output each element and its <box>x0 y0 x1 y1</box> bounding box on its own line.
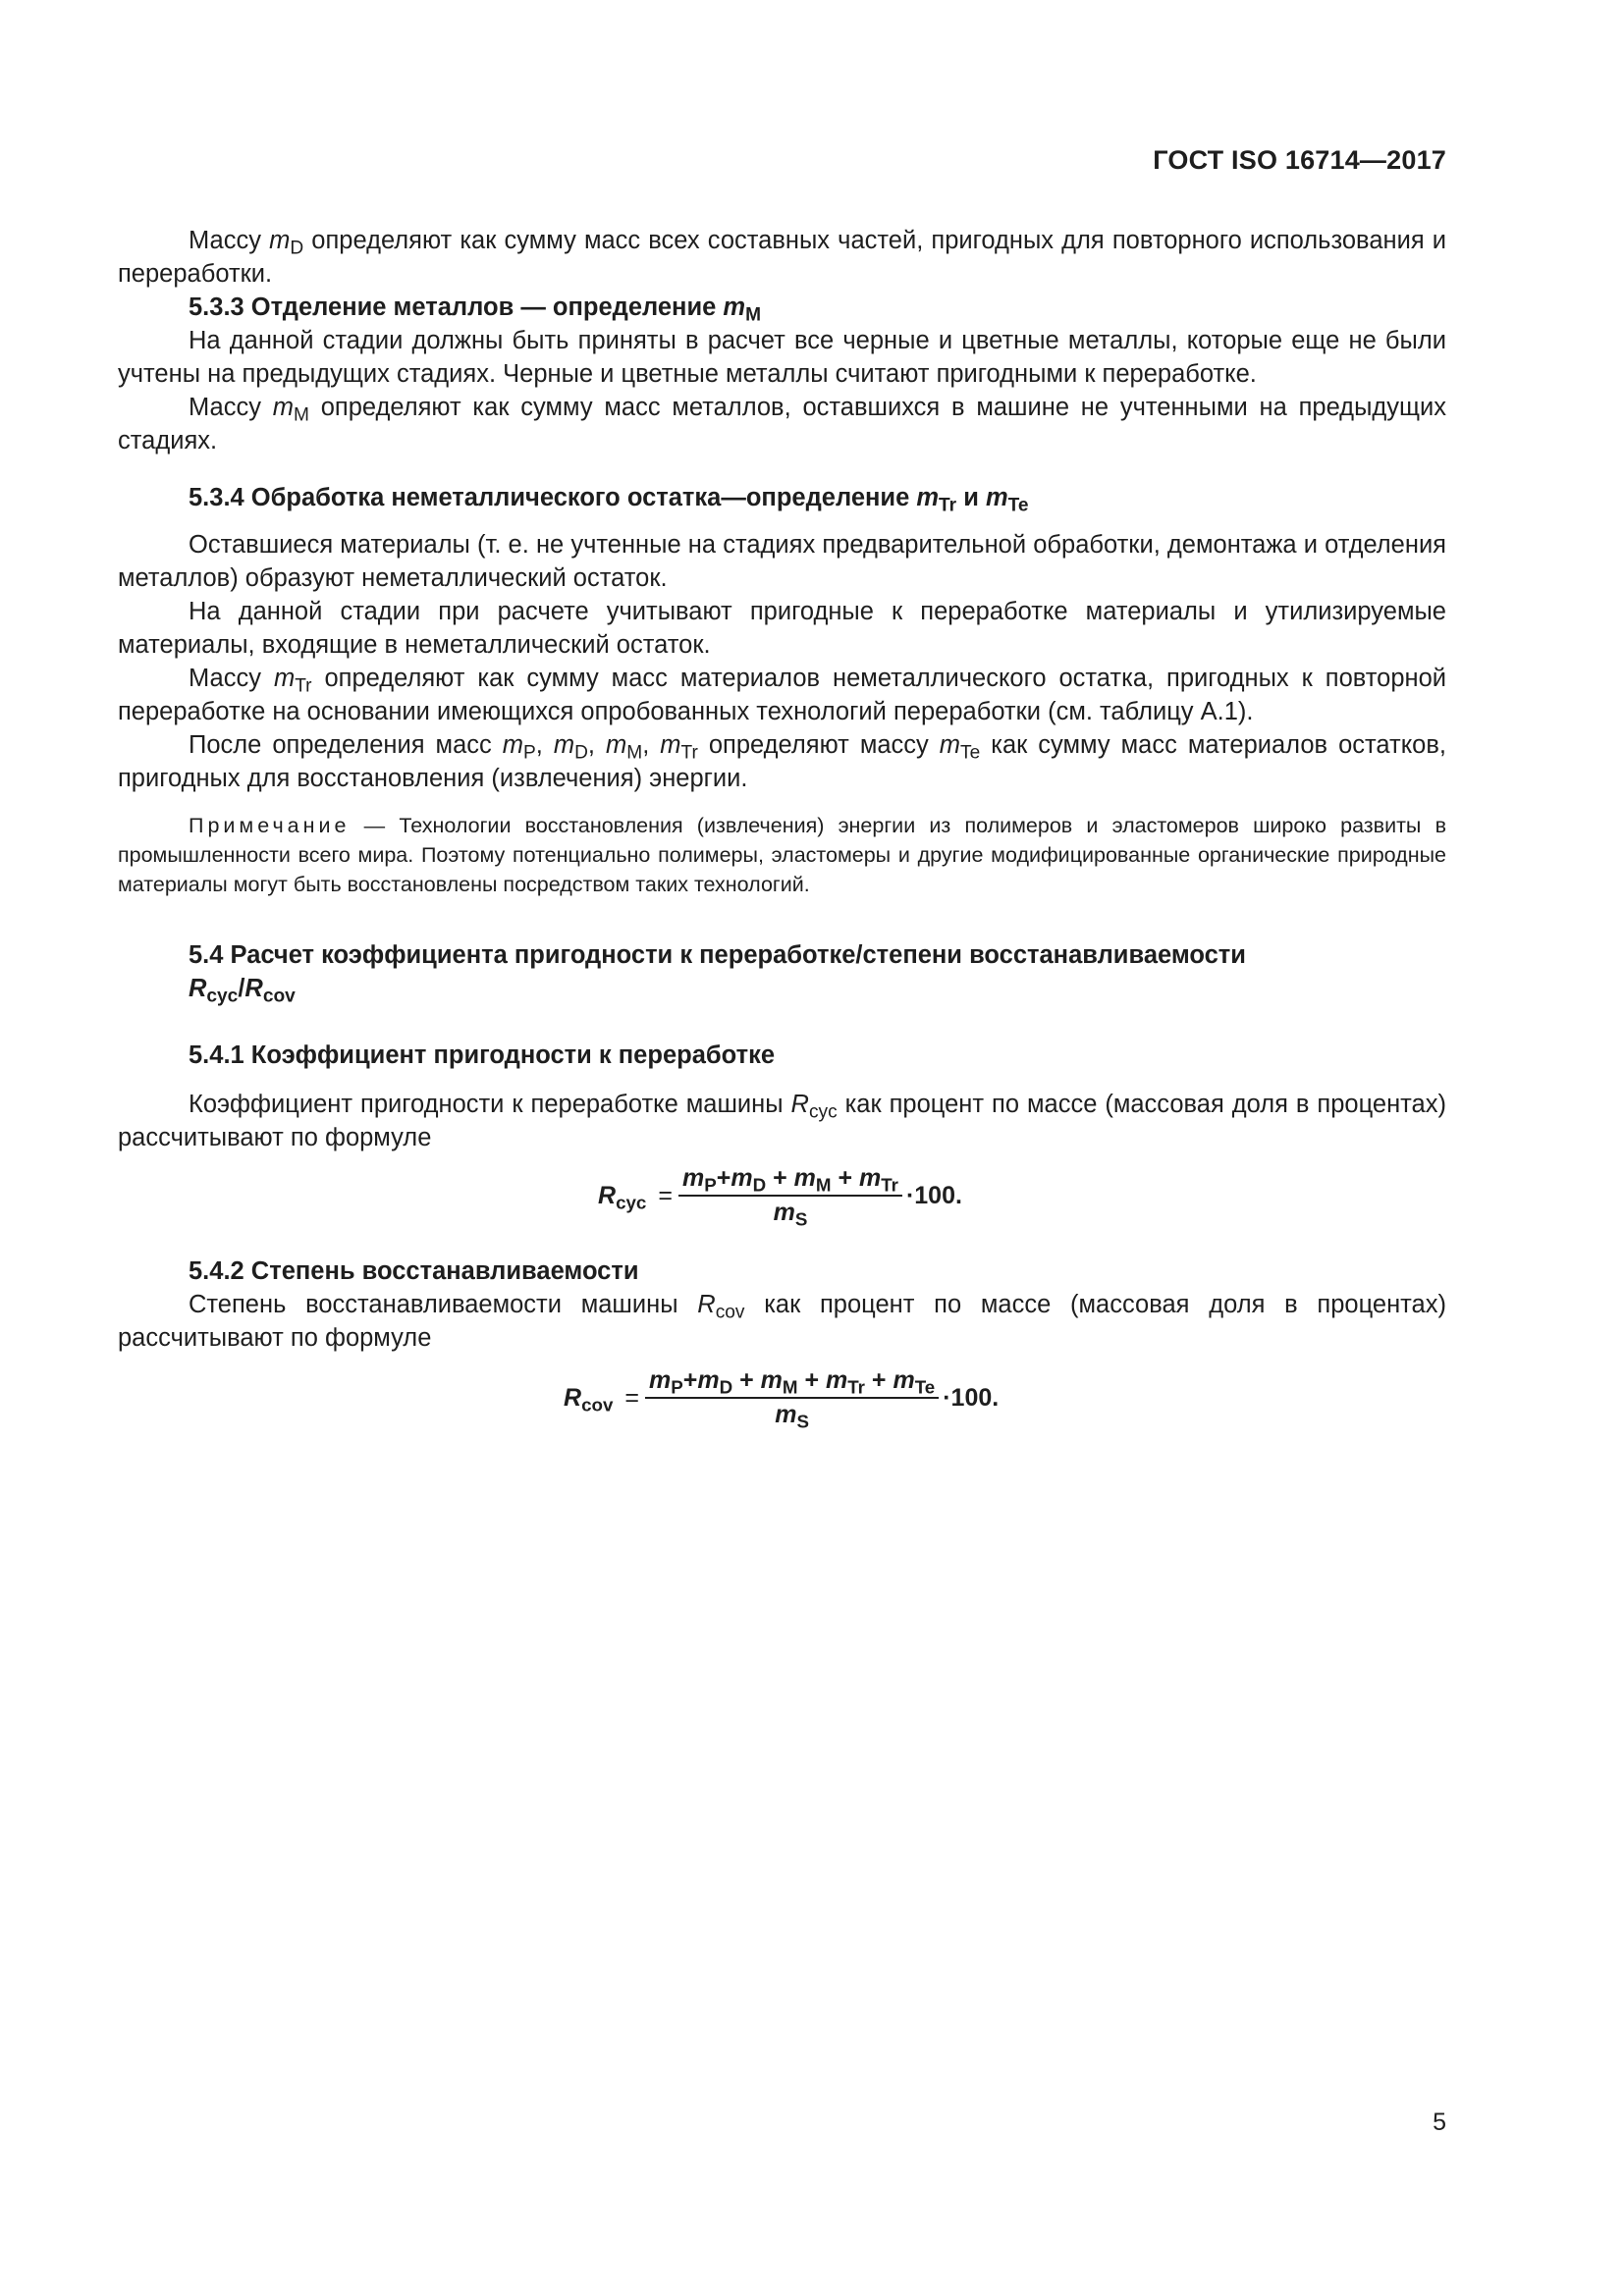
section-534-paragraph-2: На данной стадии при расчете учитывают пригодные к переработке материалы и утилизируемые материалы, входящие в неметаллический остаток. <box>118 598 1446 659</box>
section-534-paragraph-1: Оставшиеся материалы (т. е. не учтенные на стадиях предварительной обработки, демонтажа и отделения металлов) образуют неметаллический остаток. <box>118 531 1446 592</box>
note: Примечание — Технологии восстановления (извлечения) энергии из полимеров и эластомеров широко развиты в промышленности всего мира. Поэтому потенциально полимеры, эластомеры и другие модифицированные органические природные материалы могут быть восстановлены посредством таких технологий. <box>118 814 1446 896</box>
section-542-heading: 5.4.2 Степень восстанавливаемости <box>189 1257 639 1285</box>
document-number: ГОСТ ISO 16714—2017 <box>1153 145 1446 175</box>
formula-cyc-fraction <box>678 1164 902 1230</box>
section-534-paragraph-3: Массу $m_{Tr}$ определяют как сумму масс материалов неметаллического остатка, пригодных к повторной переработке на основании имеющихся опробованных технологий переработки (см. таблицу А.1). <box>118 665 1447 725</box>
formula-cov-numerator: $m_P+m_D + m_M + m_{Tr} + m_{Te}$ <box>645 1368 939 1399</box>
section-533-paragraph-1: На данной стадии должны быть приняты в расчет все черные и цветные металлы, которые еще не были учтены на предыдущих стадиях. Черные и цветные металлы считают пригодными к переработке. <box>118 327 1446 388</box>
page-content <box>118 224 1447 1432</box>
formula-cyc-numerator: $m_P+m_D + m_M + m_{Tr}$ <box>678 1166 902 1197</box>
formula-cyc-lhs: $R_{cyc}$ <box>598 1181 647 1213</box>
section-54-heading: 5.4 Расчет коэффициента пригодности к переработке/степени восстанавливаемости $R_{cyc}/R_{cov}$ <box>189 941 1246 1007</box>
formula-recoverability: $R_{cov}$ = $m_P+m_D + m_M + m_{Tr} + m_{Te}$ $m_S$ ·100. <box>564 1366 1000 1432</box>
section-533-paragraph-2: Массу $m_M$ определяют как сумму масс металлов, оставшихся в машине не учтенными на предыдущих стадиях. <box>118 394 1446 454</box>
section-534-heading: 5.3.4 Обработка неметаллического остатка—определение $m_{Tr}$ и $m_{Te}$ <box>189 484 1029 516</box>
note-label: Примечание <box>189 814 351 837</box>
formula-cov-fraction <box>645 1366 939 1432</box>
section-541-paragraph: Коэффициент пригодности к переработке машины $R_{cyc}$ как процент по массе (массовая доля в процентах) рассчитывают по формуле <box>118 1091 1446 1151</box>
formula-cov-lhs: $R_{cov}$ <box>564 1383 614 1415</box>
section-533-heading: 5.3.3 Отделение металлов — определение $m_M$ <box>189 294 762 326</box>
formula-recyclability: $R_{cyc}$ = $\frac{m_P+m_D + m_M + m_{Tr}}{m_S}$ ·100. <box>598 1164 962 1230</box>
section-534-paragraph-4: После определения масс $m_P$, $m_D$, $m_M$, $m_{Tr}$ определяют массу $m_{Te}$ как сумму масс материалов остатков, пригодных для восстановления (извлечения) энергии. <box>118 731 1446 792</box>
formula-cov-denominator: $m_S$ <box>775 1401 809 1432</box>
page-number: 5 <box>1433 2109 1446 2136</box>
paragraph-md: Массу $m_D$ определяют как сумму масс всех составных частей, пригодных для повторного использования и переработки. <box>118 227 1446 288</box>
section-541-heading: 5.4.1 Коэффициент пригодности к переработке <box>189 1041 776 1069</box>
section-542-paragraph: Степень восстанавливаемости машины $R_{cov}$ как процент по массе (массовая доля в процентах) рассчитывают по формуле <box>118 1291 1446 1352</box>
formula-cyc-denominator: $m_S$ <box>773 1199 808 1230</box>
